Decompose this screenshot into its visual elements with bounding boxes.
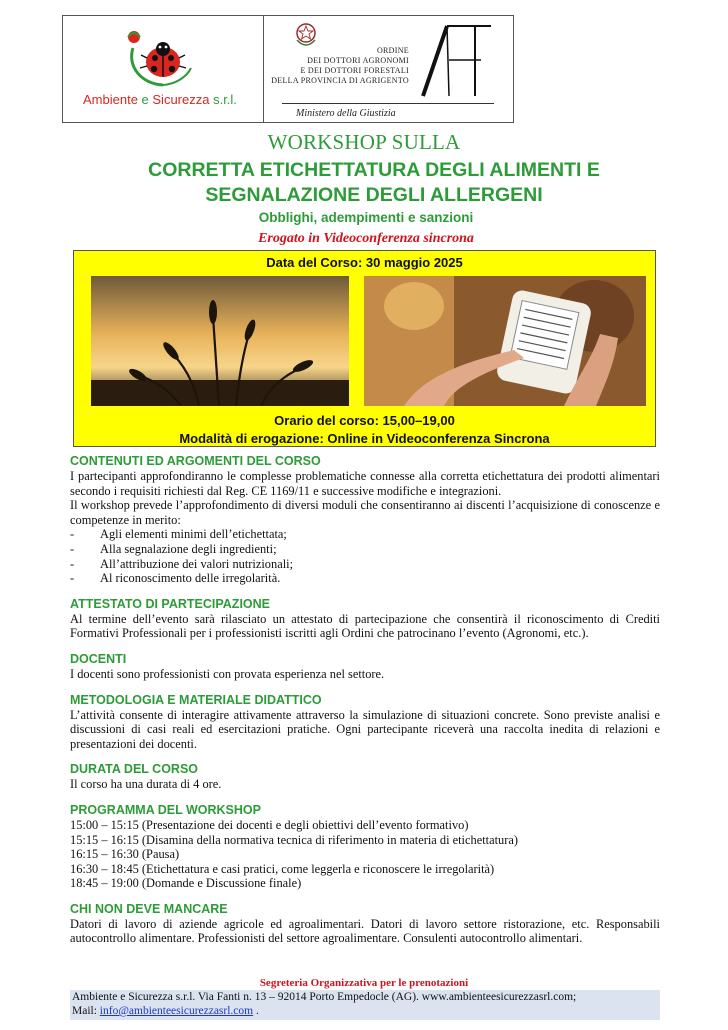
section-heading: PROGRAMMA DEL WORKSHOP <box>70 802 261 817</box>
topics-list <box>70 527 660 585</box>
order-name-line: DELLA PROVINCIA DI AGRIGENTO <box>271 76 409 85</box>
order-name-line: E DEI DOTTORI FORESTALI <box>300 66 409 75</box>
section-heading: METODOLOGIA E MATERIALE DIDATTICO <box>70 692 322 707</box>
company-name-part: e <box>137 92 153 107</box>
subtitle: Obblighi, adempimenti e sanzioni <box>258 210 474 225</box>
af-logo-text: AF <box>419 20 421 21</box>
company-logo-cell <box>63 16 264 122</box>
order-af-logo <box>419 20 493 100</box>
paragraph: Datori di lavoro di aziende agricole ed agroalimentari. Datori di lavoro settore ristorazione, etc. Responsabili autocontrollo alimentare. Professionisti del settore agroalimentare. Consulenti autocontrollo alimentari. <box>70 916 660 946</box>
paragraph: Il workshop prevede l’approfondimento di diversi moduli che consentiranno ai discenti l’acquisizione di conoscenze e competenze in merito: <box>70 498 660 527</box>
order-name <box>271 46 409 86</box>
delivery-mode-title: Erogato in Videoconferenza sincrona <box>258 231 474 246</box>
workshop-title: WORKSHOP SULLA <box>267 130 461 154</box>
ladybug-logo-icon <box>125 28 195 90</box>
order-name-line: DEI DOTTORI AGRONOMI <box>307 56 409 65</box>
main-title-line: CORRETTA ETICHETTATURA DEGLI ALIMENTI E <box>148 159 600 181</box>
company-name-part: Ambiente <box>83 92 138 107</box>
course-delivery: Modalità di erogazione: Online in Videoconferenza Sincrona <box>179 431 550 446</box>
italian-emblem-icon <box>294 20 318 48</box>
section-heading: DOCENTI <box>70 651 127 666</box>
course-date: Data del Corso: 30 maggio 2025 <box>266 255 463 270</box>
list-item: - All’attribuzione dei valori nutrizionali; <box>70 557 660 572</box>
section-heading: DURATA DEL CORSO <box>70 762 199 777</box>
list-item: - Agli elementi minimi dell’etichettata; <box>70 527 660 542</box>
main-title <box>0 158 728 208</box>
divider <box>282 103 494 104</box>
paragraph: L’attività consente di interagire attivamente attraverso la simulazione di situazioni concrete. Sono previste analisi e discussioni di casi reali ed esercitazioni pratiche. Ogni partecipante riceverà una raccolta inedita di relazioni e presentazioni dei docenti. <box>70 707 660 751</box>
food-label-photo <box>364 276 646 406</box>
program-item: 15:00 – 15:15 (Presentazione dei docenti e degli obiettivi dell’evento formativo) <box>70 817 469 832</box>
program-item: 16:15 – 16:30 (Pausa) <box>70 847 180 862</box>
main-title-line: SEGNALAZIONE DEGLI ALLERGENI <box>205 184 543 206</box>
program-item: 15:15 – 16:15 (Disamina della normativa tecnica di riferimento in materia di etichettatura) <box>70 832 518 847</box>
footer-contact <box>70 990 660 1020</box>
program-item: 16:30 – 18:45 (Etichettatura e casi pratici, come leggerla e riconoscere le irregolarità) <box>70 861 495 876</box>
course-info-box <box>73 250 656 447</box>
footer-mail-line <box>72 1004 660 1018</box>
company-name-part: Sicurezza <box>152 92 210 107</box>
paragraph: Al termine dell’evento sarà rilasciato un attestato di partecipazione che consentirà il riconoscimento di Crediti Formativi Professionali per i professionisti iscritti agli Ordini che patrocinano l’evento (Agronomi, etc.). <box>70 611 660 641</box>
company-name-part: s.r.l. <box>209 92 237 107</box>
mail-label: Mail: <box>72 1005 100 1017</box>
section-heading: CHI NON DEVE MANCARE <box>70 901 228 916</box>
paragraph: Il corso ha una durata di 4 ore. <box>70 777 222 792</box>
course-time: Orario del corso: 15,00–19,00 <box>274 413 455 428</box>
paragraph: I docenti sono professionisti con provata esperienza nel settore. <box>70 666 385 681</box>
list-item: - Alla segnalazione degli ingredienti; <box>70 542 660 557</box>
paragraph: I partecipanti approfondiranno le complesse problematiche connesse alla corretta etichettatura dei prodotti alimentari secondo i requisiti richiesti dal Reg. CE 1169/11 e successive modifiche e integrazioni. <box>70 469 660 498</box>
content-body <box>70 454 660 946</box>
footer-title: Segreteria Organizzativa per le prenotazioni <box>259 977 469 989</box>
section-heading: ATTESTATO DI PARTECIPAZIONE <box>70 596 270 611</box>
section-heading: CONTENUTI ED ARGOMENTI DEL CORSO <box>70 454 321 468</box>
wheat-sunset-photo <box>91 276 349 406</box>
order-logo-cell <box>264 16 513 122</box>
program-item: 18:45 – 19:00 (Domande e Discussione finale) <box>70 876 302 891</box>
mail-tail: . <box>253 1005 259 1017</box>
ministry-label: Ministero della Giustizia <box>296 108 396 119</box>
list-item: - Al riconoscimento delle irregolarità. <box>70 571 660 586</box>
header-logos <box>62 15 514 123</box>
footer-address: Ambiente e Sicurezza s.r.l. Via Fanti n. 13 – 92014 Porto Empedocle (AG). www.ambienteesicurezzasrl.com; <box>72 991 577 1003</box>
company-name <box>83 92 237 107</box>
email-link[interactable]: info@ambienteesicurezzasrl.com <box>99 1005 254 1017</box>
order-name-line: ORDINE <box>376 46 409 55</box>
